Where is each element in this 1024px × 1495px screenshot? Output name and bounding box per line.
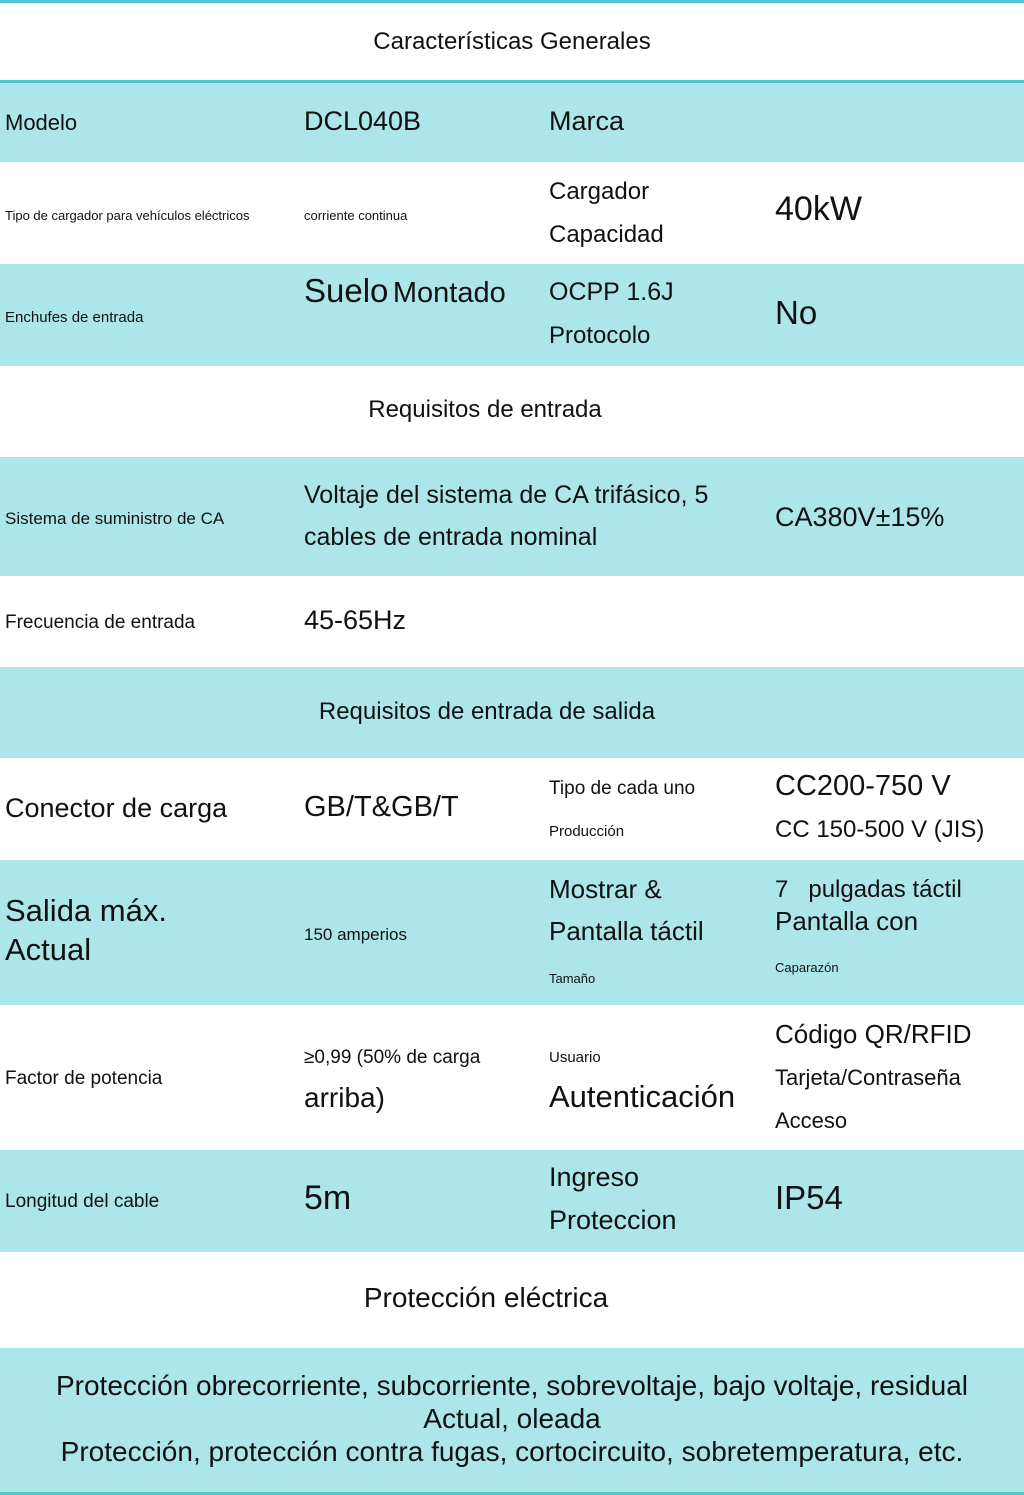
protocol-value: No xyxy=(775,294,818,331)
display-label-1: Mostrar & xyxy=(549,874,662,904)
display-value-1: 7 pulgadas táctil xyxy=(775,876,962,903)
row-charging-connector xyxy=(0,758,1024,860)
section-title: Requisitos de entrada de salida xyxy=(318,698,656,725)
brand-label: Marca xyxy=(549,106,625,136)
mount-value-b: Montado xyxy=(392,277,506,309)
auth-value-2: Tarjeta/Contraseña xyxy=(775,1065,961,1090)
auth-value-1: Código QR/RFID xyxy=(775,1019,972,1049)
row-input-frequency xyxy=(0,576,1024,667)
model-label: Modelo xyxy=(5,110,78,135)
input-plugs-label: Enchufes de entrada xyxy=(5,309,144,326)
protection-line-2: Actual, oleada xyxy=(423,1403,601,1434)
section-input-header xyxy=(0,366,1024,457)
auth-label-1: Usuario xyxy=(549,1049,601,1066)
max-current-value: 150 amperios xyxy=(304,925,408,944)
capacity-label-2: Capacidad xyxy=(549,221,664,248)
section-output-header xyxy=(0,667,1024,758)
output-voltage-1: CC200-750 V xyxy=(775,770,951,802)
ingress-label-1: Ingreso xyxy=(549,1162,640,1192)
power-factor-label: Factor de potencia xyxy=(5,1068,163,1089)
protection-line-3: Protección, protección contra fugas, cortocircuito, sobretemperatura, etc. xyxy=(60,1436,964,1467)
capacity-value: 40kW xyxy=(775,190,862,228)
ac-supply-value: CA380V±15% xyxy=(775,502,945,532)
charger-type-value: corriente continua xyxy=(304,208,408,223)
ingress-value: IP54 xyxy=(775,1179,843,1216)
auth-label-2: Autenticación xyxy=(549,1079,736,1114)
frequency-label: Frecuencia de entrada xyxy=(5,612,196,633)
protocol-label-2: Protocolo xyxy=(549,322,651,349)
cable-length-label: Longitud del cable xyxy=(5,1191,160,1212)
capacity-label-1: Cargador xyxy=(549,178,650,205)
section-title: Requisitos de entrada xyxy=(368,396,602,423)
row-model xyxy=(0,83,1024,162)
row-charger-type xyxy=(0,162,1024,264)
ac-supply-desc-1: Voltaje del sistema de CA trifásico, 5 xyxy=(304,481,709,509)
protocol-label-1: OCPP 1.6J xyxy=(549,278,674,306)
connector-value: GB/T&GB/T xyxy=(304,791,459,823)
each-type-label-2: Producción xyxy=(549,823,625,840)
charger-type-label: Tipo de cargador para vehículos eléctricos xyxy=(5,208,250,223)
ac-supply-desc-2: cables de entrada nominal xyxy=(304,523,598,551)
frequency-value: 45-65Hz xyxy=(304,605,407,635)
row-input-plugs xyxy=(0,264,1024,366)
max-current-label-2: Actual xyxy=(5,932,92,967)
connector-label: Conector de carga xyxy=(5,793,228,823)
display-value-2: Pantalla con xyxy=(775,906,919,936)
cable-length-value: 5m xyxy=(304,1179,352,1217)
row-max-current xyxy=(0,860,1024,1005)
row-cable-length xyxy=(0,1150,1024,1252)
mount-value-a: Suelo xyxy=(304,272,389,309)
ingress-label-2: Proteccion xyxy=(549,1205,677,1235)
max-current-label-1: Salida máx. xyxy=(5,893,167,928)
power-factor-value-2: arriba) xyxy=(304,1082,385,1113)
section-title: Características Generales xyxy=(373,28,651,55)
row-power-factor xyxy=(0,1005,1024,1150)
each-type-label-1: Tipo de cada uno xyxy=(549,778,696,799)
section-general-header xyxy=(0,3,1024,80)
output-voltage-2: CC 150-500 V (JIS) xyxy=(775,816,985,843)
display-value-3: Caparazón xyxy=(775,960,839,975)
section-protection-header xyxy=(0,1252,1024,1348)
power-factor-value-1: ≥0,99 (50% de carga xyxy=(304,1047,481,1068)
display-label-3: Tamaño xyxy=(549,971,596,986)
row-ac-supply xyxy=(0,457,1024,576)
model-value: DCL040B xyxy=(304,106,422,136)
mount-value xyxy=(304,274,506,308)
protection-line-1: Protección obrecorriente, subcorriente, sobrevoltaje, bajo voltaje, residual xyxy=(55,1370,969,1401)
section-title: Protección eléctrica xyxy=(363,1282,609,1313)
display-label-2: Pantalla táctil xyxy=(549,916,704,946)
auth-value-3: Acceso xyxy=(775,1108,848,1133)
protection-details xyxy=(0,1348,1024,1492)
ac-supply-label: Sistema de suministro de CA xyxy=(5,509,225,528)
